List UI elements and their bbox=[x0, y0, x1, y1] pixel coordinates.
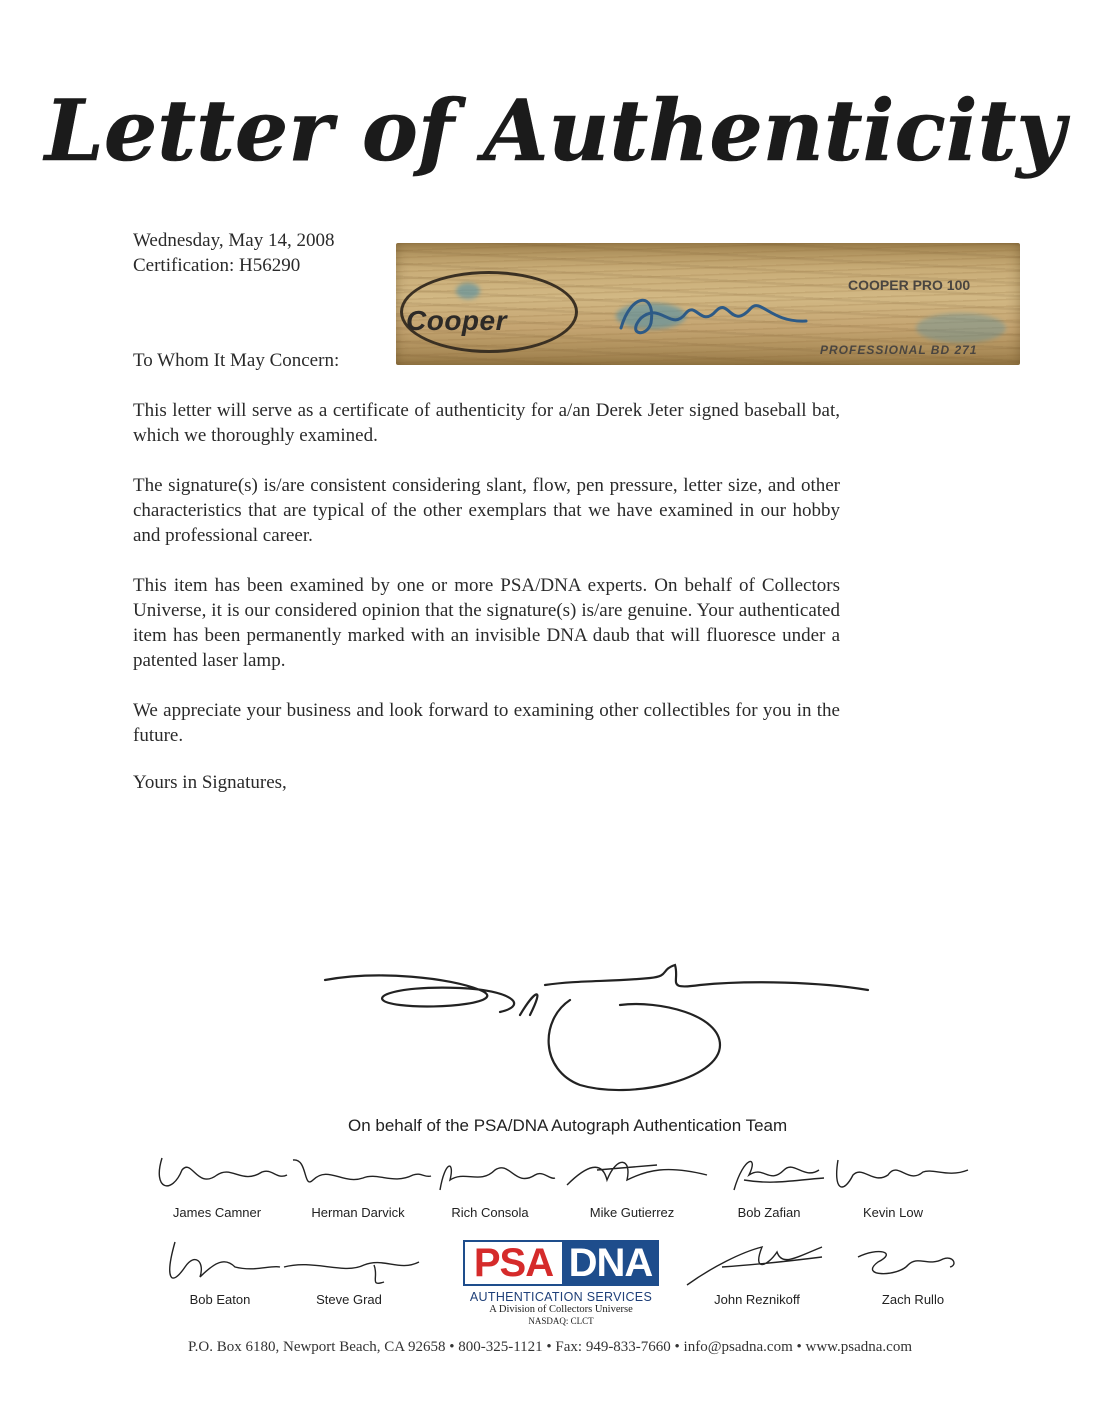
logo-nasdaq: NASDAQ: CLCT bbox=[528, 1316, 594, 1326]
logo-division: A Division of Collectors Universe bbox=[489, 1304, 633, 1315]
body-paragraph: The signature(s) is/are consistent considering slant, flow, pen pressure, letter size, and other characteristics that are typical of the other exemplars that we have examined in our hobby and professional career. bbox=[133, 475, 840, 546]
staff-name: Bob Eaton bbox=[189, 1292, 251, 1307]
main-signature bbox=[320, 960, 870, 1100]
staff-signature-scribble bbox=[415, 1150, 565, 1202]
title-script bbox=[44, 60, 1066, 200]
bat-photo bbox=[396, 243, 1020, 365]
team-line: On behalf of the PSA/DNA Autograph Authentication Team bbox=[348, 1116, 788, 1135]
staff-signature bbox=[142, 1150, 292, 1220]
bat-signature bbox=[611, 283, 811, 343]
staff-name: Herman Darvick bbox=[311, 1205, 405, 1220]
staff-signature-scribble bbox=[557, 1150, 707, 1202]
bat-stain bbox=[916, 313, 1006, 343]
staff-signature bbox=[274, 1237, 424, 1307]
staff-signature-scribble bbox=[142, 1150, 292, 1202]
logo-psa: PSA bbox=[463, 1240, 562, 1286]
staff-signature bbox=[838, 1237, 988, 1307]
staff-signature bbox=[415, 1150, 565, 1220]
staff-signature bbox=[145, 1237, 295, 1307]
staff-name: Kevin Low bbox=[863, 1205, 923, 1220]
letter-title bbox=[44, 60, 1066, 200]
title-text: Letter of Authenticity bbox=[44, 81, 1066, 180]
staff-signature-scribble bbox=[145, 1237, 295, 1289]
staff-signature bbox=[682, 1237, 832, 1307]
staff-name: Steve Grad bbox=[316, 1292, 382, 1307]
salutation: To Whom It May Concern: bbox=[133, 350, 340, 371]
body-paragraph: This letter will serve as a certificate of authenticity for a/an Derek Jeter signed baseball bat, which we thoroughly examined. bbox=[133, 400, 840, 446]
closing-line: Yours in Signatures, bbox=[133, 772, 287, 793]
body-paragraph: This item has been examined by one or more PSA/DNA experts. On behalf of Collectors Universe, it is our considered opinion that the signature(s) is/are genuine. Your authenticated item has been permanently marked with an invisible DNA daub that will fluoresce under a patented laser lamp. bbox=[133, 575, 840, 671]
psadna-logo bbox=[463, 1240, 659, 1340]
staff-signature-scribble bbox=[283, 1150, 433, 1202]
body-paragraph: We appreciate your business and look forward to examining other collectibles for you in the future. bbox=[133, 700, 840, 746]
bat-pro-text: PROFESSIONAL BD 271 bbox=[820, 343, 978, 357]
footer-contact: P.O. Box 6180, Newport Beach, CA 92658 • 800-325-1121 • Fax: 949-833-7660 • info@psadna.com • www.psadna.com bbox=[187, 1339, 913, 1355]
staff-signature bbox=[818, 1150, 968, 1220]
staff-name: Zach Rullo bbox=[881, 1292, 945, 1307]
staff-name: Mike Gutierrez bbox=[589, 1205, 675, 1220]
certification-number: Certification: H56290 bbox=[133, 255, 301, 276]
staff-signature bbox=[557, 1150, 707, 1220]
staff-name: James Camner bbox=[172, 1205, 262, 1220]
logo-wordmark bbox=[463, 1240, 659, 1286]
bat-brand-logo: Cooper bbox=[406, 305, 507, 336]
staff-signature-scribble bbox=[682, 1237, 832, 1289]
staff-signature-scribble bbox=[274, 1237, 424, 1289]
logo-services: AUTHENTICATION SERVICES bbox=[469, 1290, 653, 1304]
staff-signature bbox=[283, 1150, 433, 1220]
staff-name: Rich Consola bbox=[451, 1205, 529, 1220]
letter-date: Wednesday, May 14, 2008 bbox=[133, 230, 335, 251]
staff-signature-scribble bbox=[818, 1150, 968, 1202]
staff-name: John Reznikoff bbox=[714, 1292, 800, 1307]
bat-model-text: COOPER PRO 100 bbox=[848, 277, 971, 293]
staff-name: Bob Zafian bbox=[737, 1205, 801, 1220]
logo-dna: DNA bbox=[562, 1240, 659, 1286]
letter-meta bbox=[133, 228, 334, 278]
letter-body bbox=[133, 398, 840, 773]
staff-signature-scribble bbox=[838, 1237, 988, 1289]
